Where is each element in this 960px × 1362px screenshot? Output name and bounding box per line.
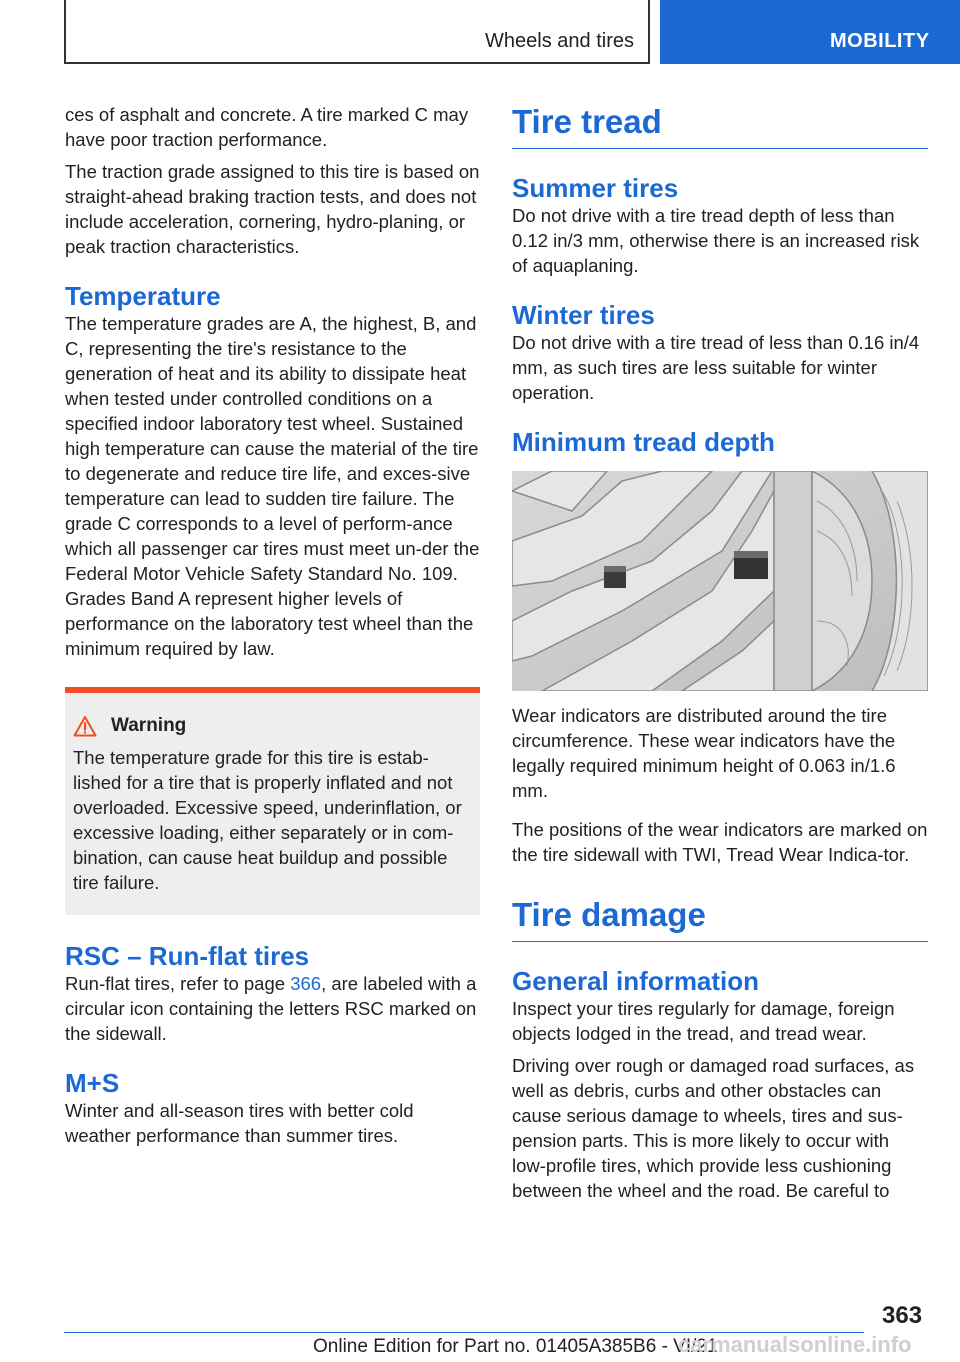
- heading-rsc: RSC – Run-flat tires: [65, 941, 310, 971]
- paragraph-twi: The positions of the wear indicators are marked on the tire sidewall with TWI, Tread Wear Indica-tor.: [512, 819, 928, 865]
- page-number: 363: [882, 1302, 923, 1329]
- chapter-tab: [660, 0, 960, 64]
- warning-triangle-icon: [73, 715, 97, 737]
- warning-text: The temperature grade for this tire is estab-lished for a tire that is properly inflated and not overloaded. Excessive speed, underinflation, or excessive loading, either separately or in com-bination, can cause heat buildup and possible tire failure.: [73, 747, 462, 893]
- chapter-title: MOBILITY: [830, 30, 930, 52]
- footer-edition: Online Edition for Part no. 01405A385B6 - VI/21: [313, 1336, 718, 1357]
- paragraph-ms: Winter and all-season tires with better cold weather performance than summer tires.: [65, 1100, 414, 1146]
- heading-min-tread-depth: Minimum tread depth: [512, 427, 775, 457]
- heading-temperature: Temperature: [65, 281, 221, 311]
- heading-tire-damage: Tire damage: [512, 895, 928, 942]
- rsc-text-before: Run-flat tires, refer to page: [65, 973, 291, 994]
- left-column: [65, 102, 480, 1155]
- paragraph-summer: Do not drive with a tire tread depth of less than 0.12 in/3 mm, otherwise there is an increased risk of aquaplaning.: [512, 205, 920, 276]
- paragraph-driving: Driving over rough or damaged road surfaces, as well as debris, curbs and other obstacles can cause serious damage to wheels, tires and sus-pension parts. This is more likely to occur with low-profile tires, which provide less cushioning between the wheel and the road. Be careful to: [512, 1055, 915, 1201]
- warning-box: [65, 687, 480, 915]
- heading-general-information: General information: [512, 966, 760, 996]
- warning-header: [73, 715, 472, 737]
- watermark: carmanualsonline.info: [678, 1332, 912, 1357]
- right-column: [512, 102, 928, 1210]
- heading-summer-tires: Summer tires: [512, 173, 679, 203]
- paragraph-wear-indicators: Wear indicators are distributed around the tire circumference. These wear indicators have the legally required minimum height of 0.063 in/1.6 mm.: [512, 705, 896, 801]
- heading-ms: M+S: [65, 1068, 120, 1098]
- page-link-366[interactable]: 366: [290, 973, 322, 994]
- paragraph-traction-end: ces of asphalt and concrete. A tire marked C may have poor traction performance.: [65, 104, 469, 150]
- header-section-box: [64, 0, 650, 64]
- warning-label: Warning: [111, 715, 187, 736]
- rsc-text-after: , are labeled with a circular icon containing the letters RSC marked on the sidewall.: [65, 973, 477, 1044]
- paragraph-temperature: The temperature grades are A, the highest, B, and C, representing the tire's resistance to the generation of heat and its ability to dissipate heat when tested under controlled conditions on a specified indoor laboratory test wheel. Sustained high temperature can cause the material of the tire to degenerate and reduce tire life, and exces-sive temperature can lead to sudden tire failure. The grade C corresponds to a level of perform-ance which all passenger car tires must meet un-der the Federal Motor Vehicle Safety Standard No. 109. Grades Band A represent higher levels of performance on the laboratory test wheel than the minimum required by law.: [65, 313, 480, 659]
- tire-tread-image: [512, 471, 928, 691]
- paragraph-traction-grade: The traction grade assigned to this tire is based on straight-ahead braking traction tests, and does not include acceleration, cornering, hydro-planing, or peak traction characteristics.: [65, 161, 480, 257]
- heading-winter-tires: Winter tires: [512, 300, 655, 330]
- heading-tire-tread: Tire tread: [512, 102, 928, 149]
- section-title: Wheels and tires: [485, 30, 634, 52]
- paragraph-inspect: Inspect your tires regularly for damage, foreign objects lodged in the tread, and tread wear.: [512, 998, 895, 1044]
- paragraph-winter: Do not drive with a tire tread of less than 0.16 in/4 mm, as such tires are less suitable for winter operation.: [512, 332, 920, 403]
- paragraph-rsc: [65, 971, 480, 1046]
